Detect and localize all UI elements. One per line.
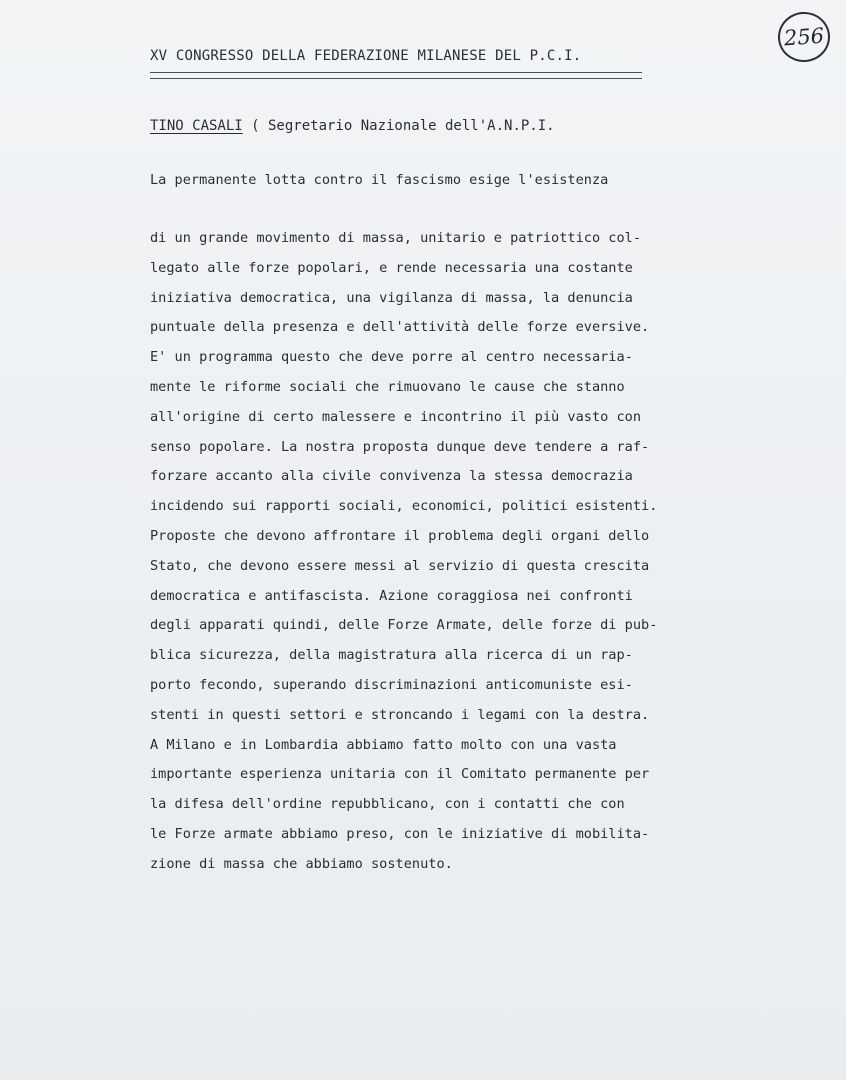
text-line: A Milano e in Lombardia abbiamo fatto molto con una vasta bbox=[150, 736, 617, 753]
text-line: iniziativa democratica, una vigilanza di massa, la denuncia bbox=[150, 289, 633, 306]
text-line: porto fecondo, superando discriminazioni anticomuniste esi- bbox=[150, 676, 633, 693]
text-line: senso popolare. La nostra proposta dunque deve tendere a raf- bbox=[150, 438, 650, 455]
text-line: incidendo sui rapporti sociali, economici, politici esistenti. bbox=[150, 498, 658, 515]
paragraph-first-line: La permanente lotta contro il fascismo esige l'esistenza bbox=[150, 172, 609, 188]
speaker-role: ( Segretario Nazionale dell'A.N.P.I. bbox=[242, 118, 555, 134]
text-line: Proposte che devono affrontare il problema degli organi dello bbox=[150, 527, 650, 544]
text-line: stenti in questi settori e stroncando i legami con la destra. bbox=[150, 706, 650, 723]
text-line: Stato, che devono essere messi al servizio di questa crescita bbox=[150, 557, 650, 574]
text-line: blica sicurezza, della magistratura alla ricerca di un rap- bbox=[150, 647, 633, 664]
text-line: importante esperienza unitaria con il Comitato permanente per bbox=[150, 766, 650, 783]
text-line: la difesa dell'ordine repubblicano, con i contatti che con bbox=[150, 796, 625, 813]
header-double-rule bbox=[150, 72, 642, 79]
text-line: puntuale della presenza e dell'attività delle forze eversive. bbox=[150, 319, 650, 336]
page-number-stamp: 256 bbox=[776, 10, 831, 64]
text-line: democratica e antifascista. Azione coraggiosa nei confronti bbox=[150, 587, 633, 604]
document-header: XV CONGRESSO DELLA FEDERAZIONE MILANESE DEL P.C.I. bbox=[150, 48, 582, 64]
text-line: degli apparati quindi, delle Forze Armate, delle forze di pub- bbox=[150, 617, 658, 634]
text-line: E' un programma questo che deve porre al centro necessaria- bbox=[150, 349, 633, 366]
speaker-name: TINO CASALI bbox=[150, 118, 243, 134]
speaker-line bbox=[150, 118, 555, 134]
text-line: zione di massa che abbiamo sostenuto. bbox=[150, 855, 453, 872]
paragraph-body bbox=[150, 224, 770, 880]
text-line: all'origine di certo malessere e incontrino il più vasto con bbox=[150, 408, 642, 425]
text-line: forzare accanto alla civile convivenza la stessa democrazia bbox=[150, 468, 633, 485]
text-line: legato alle forze popolari, e rende necessaria una costante bbox=[150, 259, 633, 276]
text-line: mente le riforme sociali che rimuovano le cause che stanno bbox=[150, 378, 625, 395]
text-line: di un grande movimento di massa, unitario e patriottico col- bbox=[150, 230, 642, 246]
text-line: le Forze armate abbiamo preso, con le iniziative di mobilita- bbox=[150, 825, 650, 842]
